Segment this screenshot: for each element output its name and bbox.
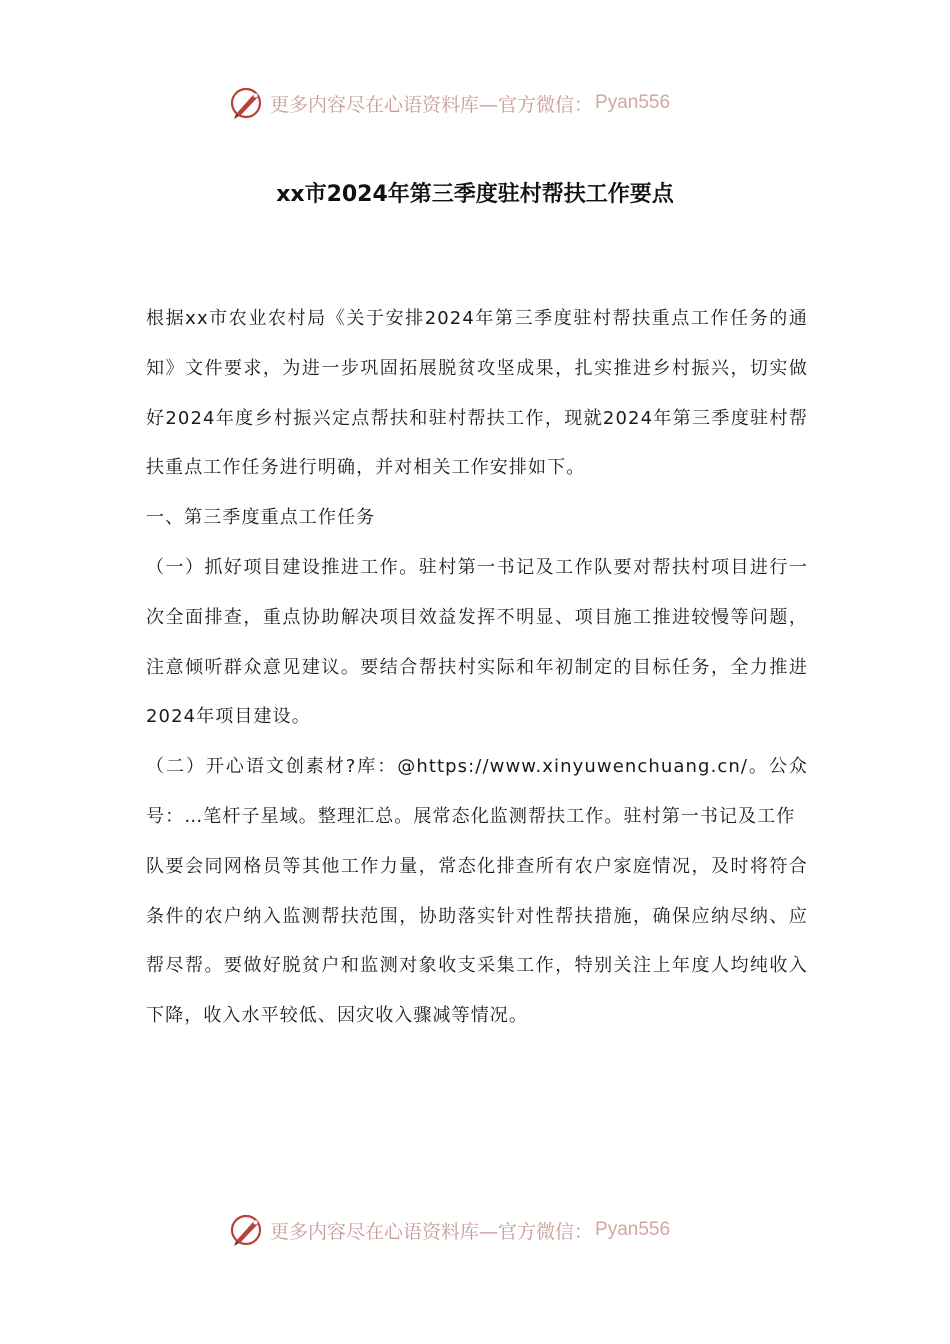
section-heading: 一、第三季度重点工作任务 bbox=[146, 507, 376, 529]
footer-banner-text: 更多内容尽在心语资料库—官方微信： bbox=[270, 1220, 594, 1243]
paragraph-item-1: （一）抓好项目建设推进工作。驻村第一书记及工作队要对帮扶村项目进行一次全面排查，重点协助解决项目效益发挥不明显、项目施工推进较慢等问题，注意倾听群众意见建议。要结合帮扶村实际和年初制定的目标任务，全力推进2024年项目建设。 bbox=[146, 556, 808, 728]
document-title: xx市2024年第三季度驻村帮扶工作要点 bbox=[276, 182, 674, 207]
document-body bbox=[146, 294, 808, 1041]
footer-wechat-id: Pyan556 bbox=[595, 1219, 671, 1240]
header-banner-text: 更多内容尽在心语资料库—官方微信： bbox=[270, 93, 594, 116]
paragraph-item-2: （二）开心语文创素材?库：@https://www.xinyuwenchuang.cn/。公众号：…笔杆子星域。整理汇总。展常态化监测帮扶工作。驻村第一书记及工作 bbox=[146, 756, 808, 827]
paragraph-item-2-continued: 队要会同网格员等其他工作力量，常态化排查所有农户家庭情况，及时将符合条件的农户纳入监测帮扶范围，协助落实针对性帮扶措施，确保应纳尽纳、应帮尽帮。要做好脱贫户和监测对象收支采集工作，特别关注上年度人均纯收入下降，收入水平较低、因灾收入骤减等情况。 bbox=[146, 855, 808, 1027]
pen-logo-icon bbox=[228, 1212, 264, 1248]
pen-logo-icon bbox=[228, 85, 264, 121]
header-watermark-banner bbox=[228, 83, 748, 123]
footer-watermark-banner bbox=[228, 1210, 748, 1250]
header-wechat-id: Pyan556 bbox=[595, 92, 671, 113]
paragraph-intro: 根据xx市农业农村局《关于安排2024年第三季度驻村帮扶重点工作任务的通知》文件要求，为进一步巩固拓展脱贫攻坚成果，扎实推进乡村振兴，切实做好2024年度乡村振兴定点帮扶和驻村帮扶工作，现就2024年第三季度驻村帮扶重点工作任务进行明确，并对相关工作安排如下。 bbox=[146, 308, 808, 479]
